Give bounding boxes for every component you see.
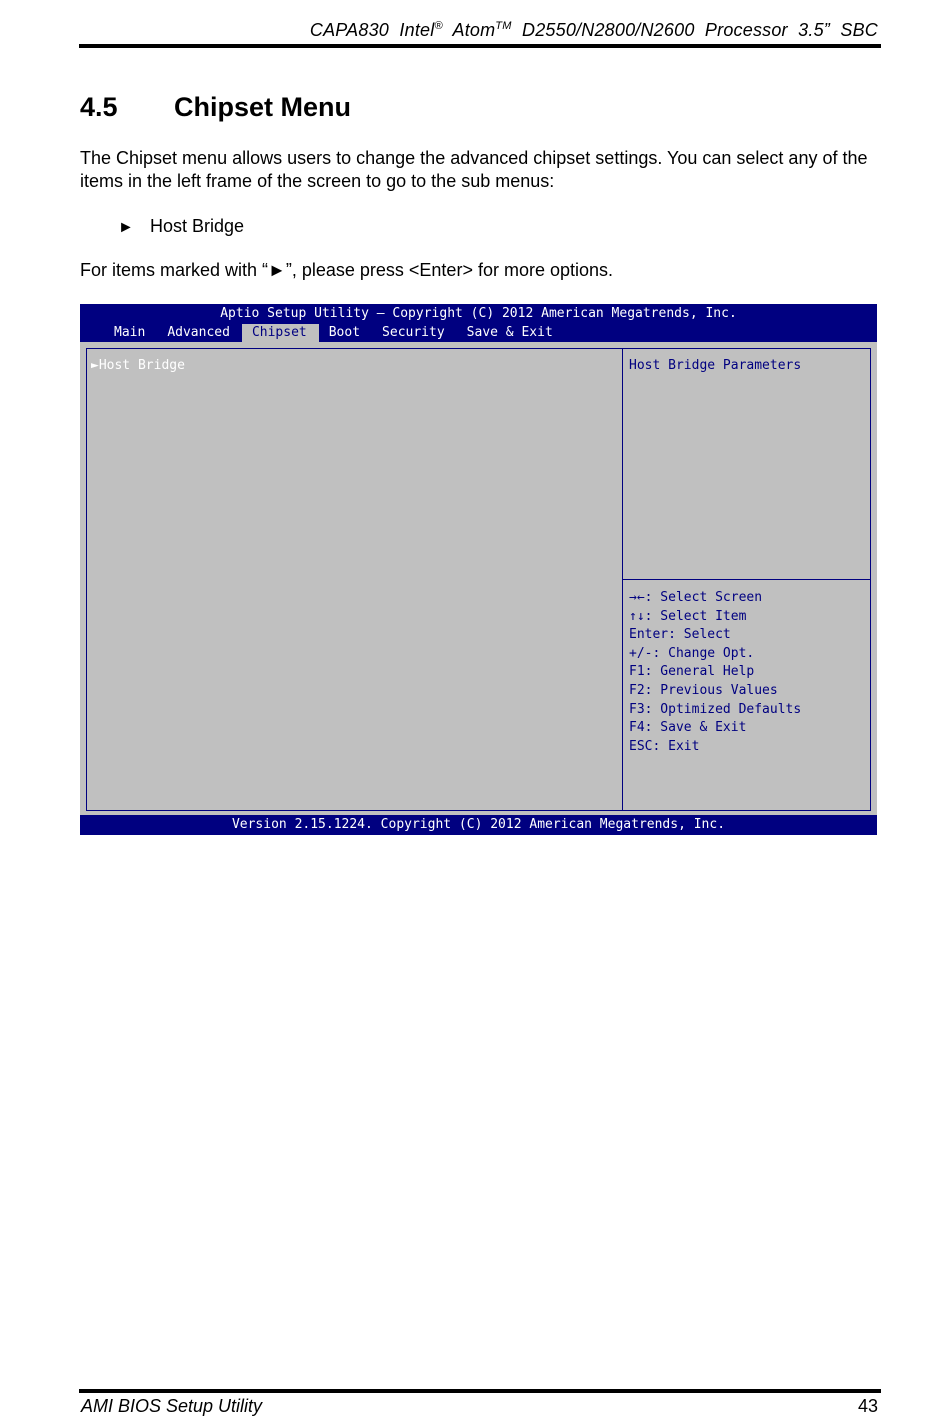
key-hint: +/-: Change Opt. <box>629 645 755 661</box>
bullet-list-item <box>118 216 244 237</box>
section-title: Chipset Menu <box>174 92 352 122</box>
key-hint: F2: Previous Values <box>629 682 778 698</box>
bios-help-title: Host Bridge Parameters <box>629 358 802 373</box>
header-model: CAPA830 <box>309 20 389 40</box>
bios-screenshot <box>80 304 877 835</box>
note-paragraph: For items marked with “►”, please press <Enter> for more options. <box>80 260 614 280</box>
bios-tab-main[interactable]: Main <box>114 325 146 340</box>
intro-paragraph: The Chipset menu allows users to change the advanced chipset settings. You can select any of the items in the left frame of the screen to go to the sub menus: <box>80 148 868 191</box>
header-rule <box>79 44 881 48</box>
key-hint: F3: Optimized Defaults <box>629 701 802 717</box>
bios-tab-advanced[interactable]: Advanced <box>167 325 230 340</box>
footer-title: AMI BIOS Setup Utility <box>81 1396 263 1416</box>
header-brand: Intel <box>399 20 435 40</box>
bios-options-pane <box>87 349 623 810</box>
key-hint: Enter: Select <box>629 627 731 643</box>
bios-tab-boot[interactable]: Boot <box>328 325 361 340</box>
bullet-text: Host Bridge <box>150 216 245 236</box>
bios-item-host-bridge[interactable] <box>91 358 185 373</box>
bios-item-label: Host Bridge <box>98 358 185 373</box>
key-hint: F1: General Help <box>629 664 755 680</box>
bios-title-bar <box>80 304 877 342</box>
bios-key-legend <box>623 580 870 810</box>
bios-tab-save-exit[interactable]: Save & Exit <box>466 325 553 340</box>
key-hint: →←: Select Screen <box>629 590 763 605</box>
header-product-mark: TM <box>495 20 512 32</box>
header-rest: D2550/N2800/N2600 Processor 3.5” SBC <box>522 20 878 40</box>
bullet-arrow-icon: ► <box>118 219 134 236</box>
footer-rule <box>79 1389 881 1393</box>
submenu-arrow-icon: ► <box>91 358 99 373</box>
bios-help-pane <box>623 349 870 580</box>
header-product: Atom <box>452 20 496 40</box>
bios-main-panel <box>86 348 871 811</box>
header-brand-mark: ® <box>434 20 443 32</box>
key-hint: ↑↓: Select Item <box>629 608 747 624</box>
key-hint: F4: Save & Exit <box>629 720 747 736</box>
bios-version-bar: Version 2.15.1224. Copyright (C) 2012 American Megatrends, Inc. <box>80 815 877 835</box>
key-hint: ESC: Exit <box>629 738 700 754</box>
section-heading <box>80 92 351 123</box>
bios-menu-bar <box>104 324 565 342</box>
bios-tab-security[interactable]: Security <box>382 325 445 340</box>
bios-tab-chipset[interactable]: Chipset <box>242 324 319 342</box>
page-number: 43 <box>857 1396 878 1416</box>
running-header <box>310 20 878 41</box>
section-number: 4.5 <box>80 92 118 122</box>
bios-title: Aptio Setup Utility – Copyright (C) 2012 American Megatrends, Inc. <box>220 306 737 321</box>
